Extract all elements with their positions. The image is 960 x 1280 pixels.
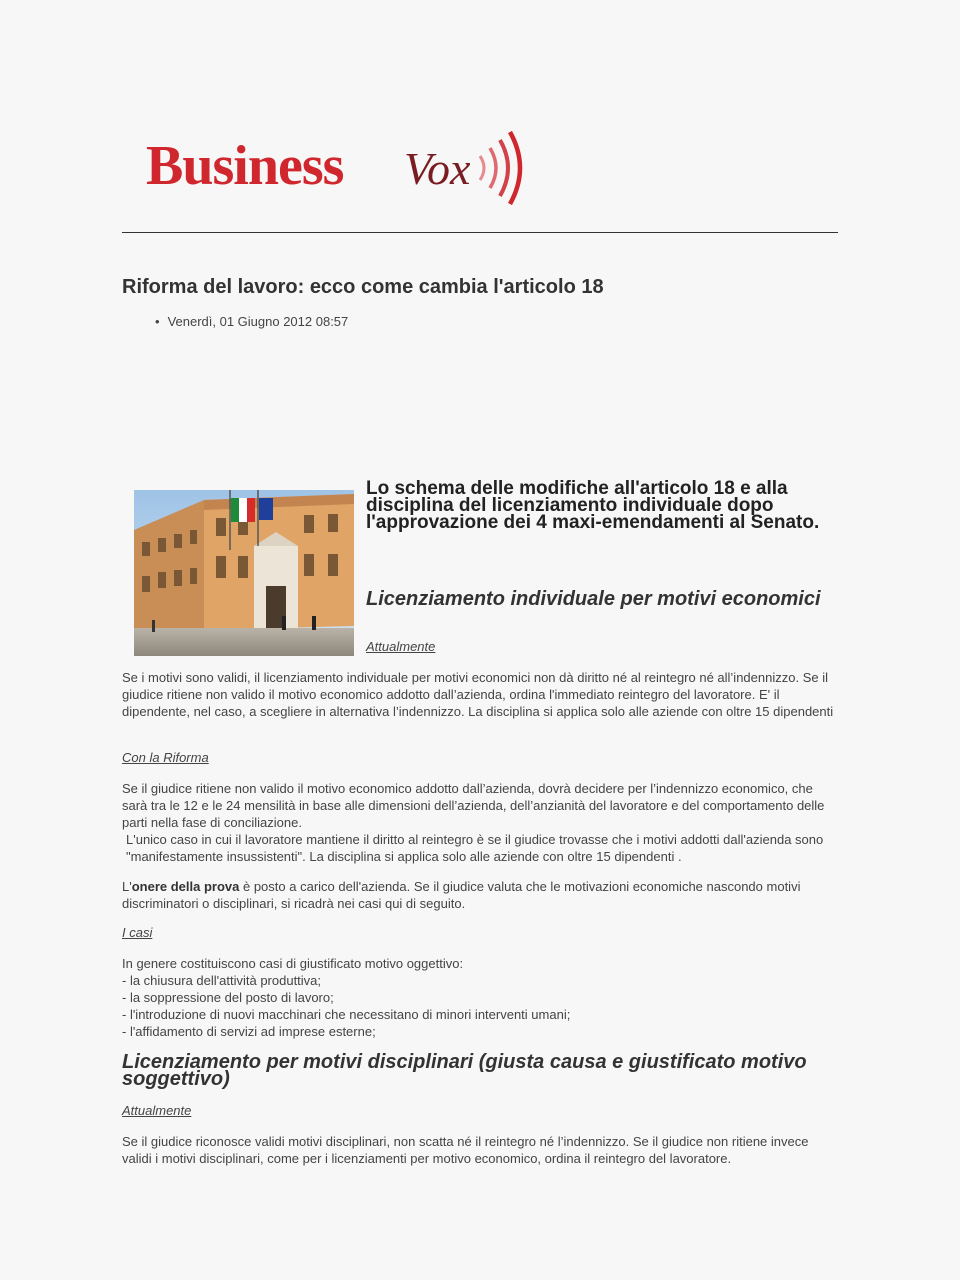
- casi-label: I casi: [122, 925, 153, 940]
- casi-block: [122, 955, 838, 1040]
- section2-heading: Licenziamento per motivi disciplinari (giusta causa e giustificato motivo soggettivo): [122, 1051, 807, 1090]
- header-divider: [122, 232, 838, 233]
- section1-riforma-label: Con la Riforma: [122, 750, 209, 765]
- bullet-icon: •: [155, 314, 160, 329]
- casi-intro: In genere costituiscono casi di giustificato motivo oggettivo:: [122, 956, 464, 971]
- section1-riforma-text: [122, 780, 838, 865]
- casi-item: - la soppressione del posto di lavoro;: [122, 990, 334, 1005]
- palazzo-photo: [134, 490, 354, 656]
- section1-attualmente-text: Se i motivi sono validi, il licenziamento individuale per motivi economici non dà diritto né al reintegro né all’indennizzo. Se il giudice ritiene non valido il motivo economico addotto dall’azienda, ordina l'immediato reintegro del lavoratore. E' il dipendente, nel caso, a scegliere in alternativa l’indennizzo. La disciplina si applica solo alle aziende con oltre 15 dipendenti: [122, 670, 834, 719]
- onere-prefix: L': [122, 879, 132, 894]
- riforma-paragraph-2: L'unico caso in cui il lavoratore mantiene il diritto al reintegro è se il giudice trovasse che i motivi addotti dall'azienda sono "manifestamente insussistenti". La disciplina si applica solo alle aziende con oltre 15 dipendenti .: [126, 832, 824, 864]
- casi-item: - la chiusura dell'attività produttiva;: [122, 973, 322, 988]
- section2-attualmente-label: Attualmente: [122, 1103, 192, 1118]
- article-title: Riforma del lavoro: ecco come cambia l'articolo 18: [122, 276, 604, 298]
- article-date-text: Venerdì, 01 Giugno 2012 08:57: [167, 314, 349, 329]
- logo-vox-text: Vox: [404, 143, 471, 194]
- section2-attualmente-text: Se il giudice riconosce validi motivi disciplinari, non scatta né il reintegro né l’indennizzo. Se il giudice non ritiene invece validi i motivi disciplinari, come per i licenziamenti per motivo economico, ordina il reintegro del lavoratore.: [122, 1134, 809, 1166]
- onere-rest: è posto a carico dell'azienda. Se il giudice valuta che le motivazioni economiche nascondo motivi discriminatori o disciplinari, si ricadrà nei casi qui di seguito.: [122, 879, 801, 911]
- section1-heading: Licenziamento individuale per motivi economici: [366, 588, 821, 610]
- article-lead: Lo schema delle modifiche all'articolo 18 e alla disciplina del licenziamento individuale dopo l'approvazione dei 4 maxi-emendamenti al Senato.: [366, 478, 820, 533]
- section1-attualmente-label: Attualmente: [366, 639, 436, 654]
- onere-paragraph: [122, 878, 838, 912]
- casi-list: [122, 972, 838, 1040]
- sound-waves-icon: [472, 130, 532, 206]
- casi-item: - l'affidamento di servizi ad imprese esterne;: [122, 1024, 376, 1039]
- logo-business-text: Business: [146, 135, 344, 197]
- article-date: [155, 314, 348, 329]
- casi-item: - l'introduzione di nuovi macchinari che necessitano di minori interventi umani;: [122, 1007, 571, 1022]
- riforma-paragraph-1: Se il giudice ritiene non valido il motivo economico addotto dall’azienda, dovrà decidere per l’indennizzo economico, che sarà tra le 12 e le 24 mensilità in base alle dimensioni dell’azienda, dell’anzianità del lavoratore e del comportamento delle parti nella fase di conciliazione.: [122, 781, 825, 830]
- palazzo-illustration: [134, 490, 354, 656]
- onere-bold: onere della prova: [131, 879, 240, 894]
